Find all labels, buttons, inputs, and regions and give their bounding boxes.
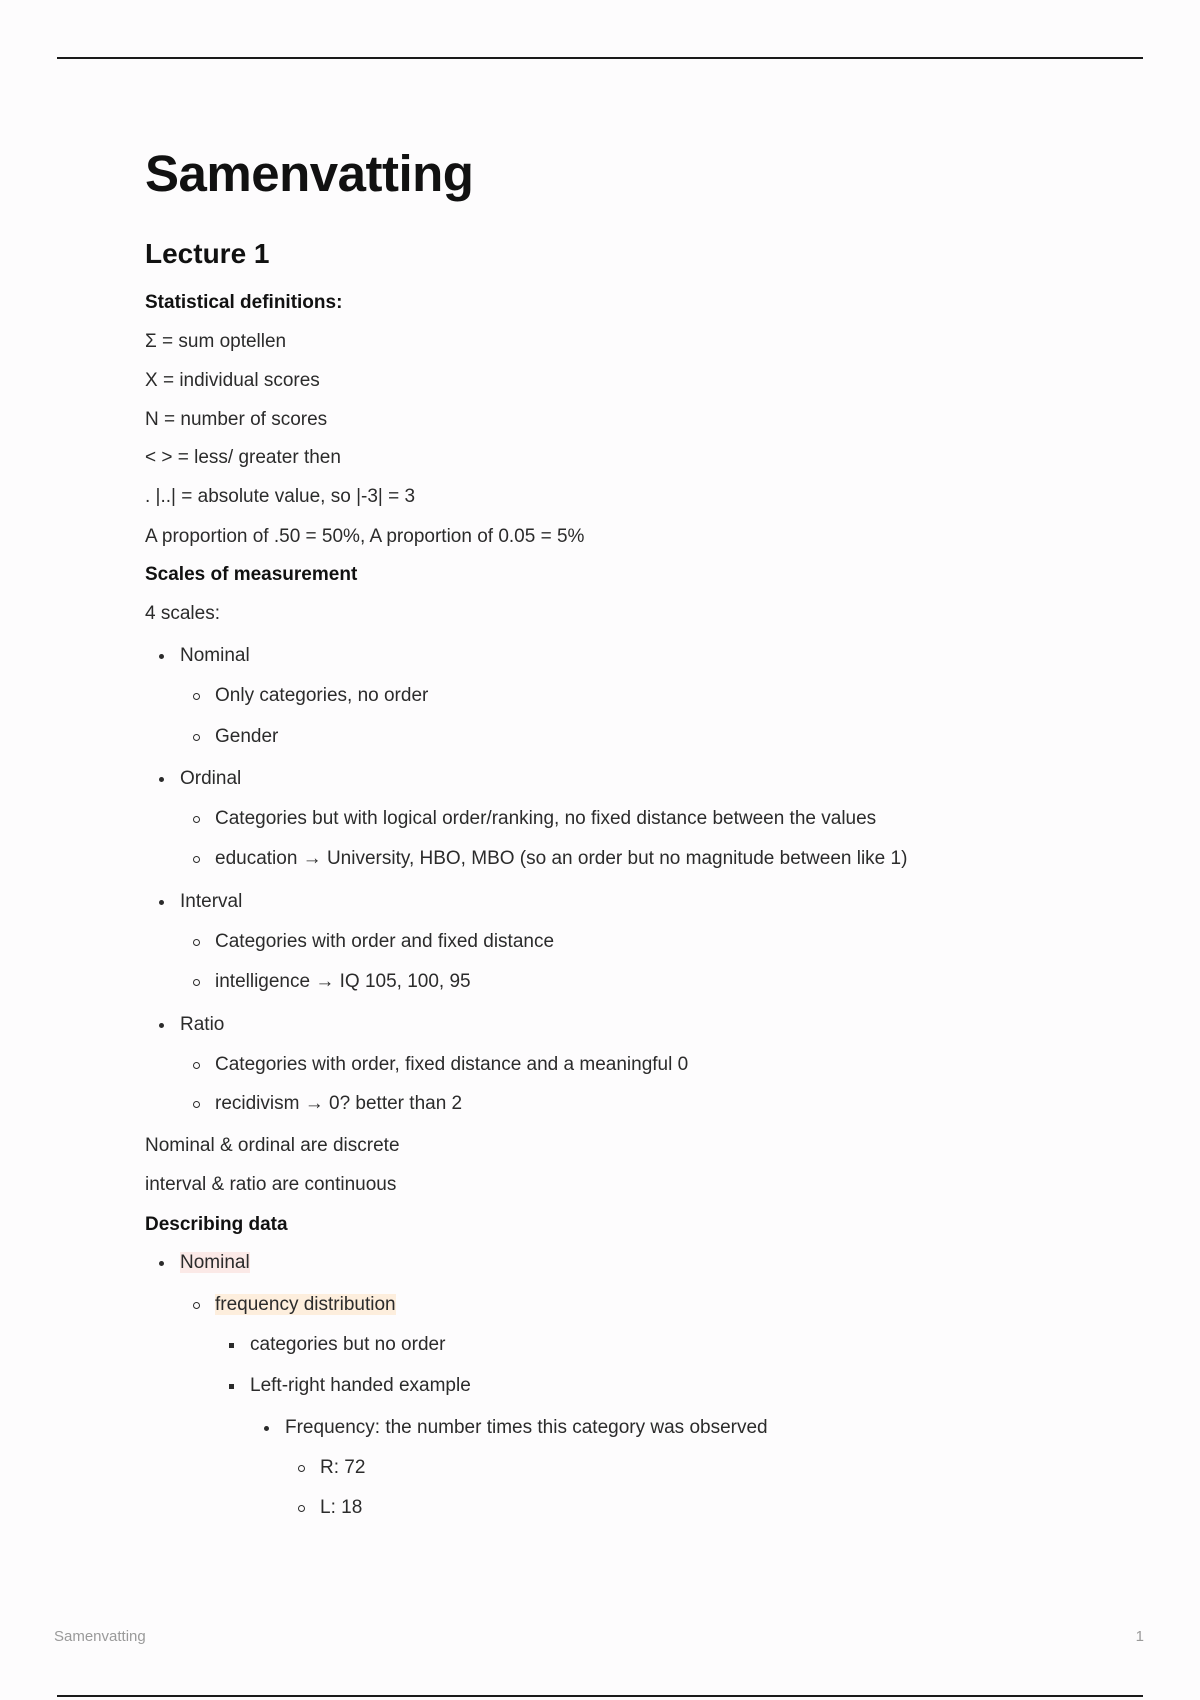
definitions-heading: Statistical definitions: xyxy=(145,292,343,313)
scales-heading: Scales of measurement xyxy=(145,564,358,585)
list-item: Interval xyxy=(180,891,243,912)
list-item: intelligence → IQ 105, 100, 95 xyxy=(215,971,471,992)
definition-line: Σ = sum optellen xyxy=(145,331,287,352)
list-item: Categories but with logical order/ranking, no fixed distance between the values xyxy=(215,808,877,829)
list-item: education → University, HBO, MBO (so an order but no magnitude between like 1) xyxy=(215,848,908,869)
top-rule xyxy=(57,57,1143,59)
bottom-rule xyxy=(57,1695,1143,1697)
list-item: Only categories, no order xyxy=(215,685,429,706)
document-body xyxy=(145,140,1145,1518)
list-item: categories but no order xyxy=(250,1334,446,1355)
list-item: Ordinal xyxy=(180,768,242,789)
list-item: recidivism → 0? better than 2 xyxy=(215,1093,463,1114)
definition-line: X = individual scores xyxy=(145,370,320,391)
list-item xyxy=(180,1251,250,1275)
list-item: Nominal xyxy=(180,645,250,666)
list-item: Categories with order, fixed distance and a meaningful 0 xyxy=(215,1054,689,1075)
list-item: R: 72 xyxy=(320,1457,366,1478)
list-item: Ratio xyxy=(180,1014,225,1035)
section-heading: Lecture 1 xyxy=(145,238,270,269)
list-item: Gender xyxy=(215,726,279,747)
scales-intro: 4 scales: xyxy=(145,603,220,624)
definition-line: . |..| = absolute value, so |-3| = 3 xyxy=(145,486,416,507)
list-item xyxy=(215,1293,396,1317)
list-item: L: 18 xyxy=(320,1497,363,1518)
definition-line: N = number of scores xyxy=(145,409,328,430)
list-item: Categories with order and fixed distance xyxy=(215,931,555,952)
discrete-note: Nominal & ordinal are discrete xyxy=(145,1135,400,1156)
describing-heading: Describing data xyxy=(145,1214,288,1235)
footer-doc-name: Samenvatting xyxy=(54,1628,146,1645)
definition-line: A proportion of .50 = 50%, A proportion of 0.05 = 5% xyxy=(145,526,585,547)
list-item: Left-right handed example xyxy=(250,1375,471,1396)
footer-page-number: 1 xyxy=(1135,1628,1144,1645)
page-title: Samenvatting xyxy=(145,145,474,202)
highlighted-text: frequency distribution xyxy=(215,1294,396,1315)
definition-line: < > = less/ greater then xyxy=(145,447,341,468)
list-item: Frequency: the number times this category was observed xyxy=(285,1417,768,1438)
highlighted-text: Nominal xyxy=(180,1252,250,1273)
continuous-note: interval & ratio are continuous xyxy=(145,1174,397,1195)
